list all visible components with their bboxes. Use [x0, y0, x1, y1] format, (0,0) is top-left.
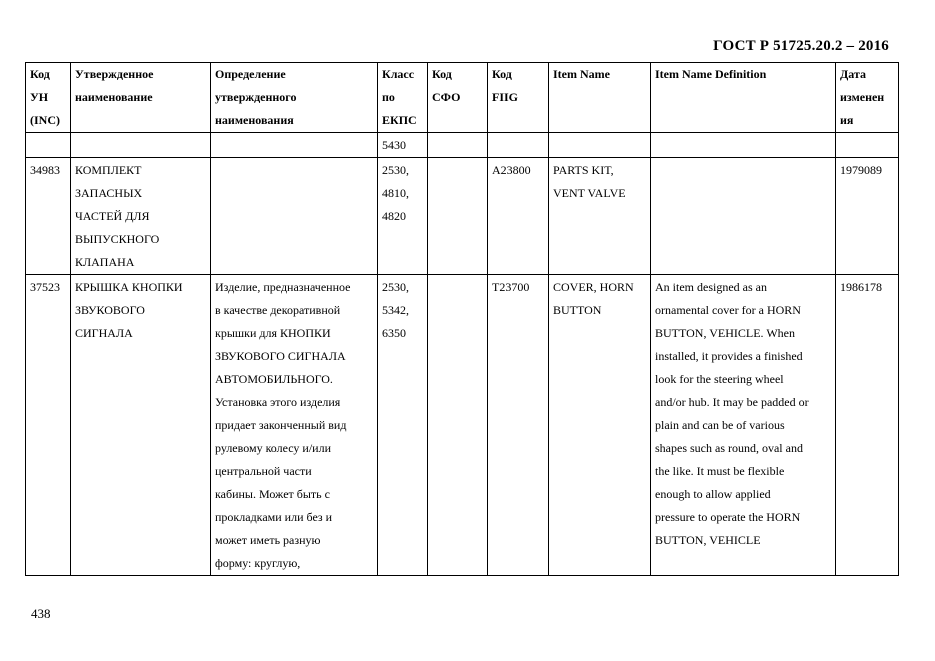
cell-fiig-code: T23700 [488, 275, 549, 576]
cell-name-definition [211, 133, 378, 158]
col-header-approved-name: Утвержденное наименование [71, 63, 211, 133]
cell-item-name [549, 133, 651, 158]
cell-approved-name [71, 133, 211, 158]
cell-name-definition: Изделие, предназначенное в качестве декоративной крышки для КНОПКИ ЗВУКОВОГО СИГНАЛА АВТОМОБИЛЬНОГО. Установка этого изделия придает законченный вид рулевому колесу и/или центральной части кабины. Может быть с прокладками или без и может иметь разную форму: круглую, [211, 275, 378, 576]
catalog-table [25, 62, 899, 576]
cell-change-date [836, 133, 899, 158]
col-header-ekps-class: Класс по ЕКПС [378, 63, 428, 133]
table-row [26, 275, 899, 576]
cell-item-name: COVER, HORN BUTTON [549, 275, 651, 576]
table-row [26, 133, 899, 158]
cell-approved-name: КРЫШКА КНОПКИ ЗВУКОВОГО СИГНАЛА [71, 275, 211, 576]
table-header-row [26, 63, 899, 133]
cell-inc-code: 37523 [26, 275, 71, 576]
cell-item-name-definition [651, 158, 836, 275]
cell-sfo-code [428, 158, 488, 275]
col-header-fiig-code: Код FIIG [488, 63, 549, 133]
cell-approved-name: КОМПЛЕКТ ЗАПАСНЫХ ЧАСТЕЙ ДЛЯ ВЫПУСКНОГО КЛАПАНА [71, 158, 211, 275]
col-header-name-definition: Определение утвержденного наименования [211, 63, 378, 133]
cell-name-definition [211, 158, 378, 275]
col-header-item-name-definition: Item Name Definition [651, 63, 836, 133]
col-header-sfo-code: Код СФО [428, 63, 488, 133]
cell-change-date: 1979089 [836, 158, 899, 275]
cell-item-name-definition: An item designed as an ornamental cover for a HORN BUTTON, VEHICLE. When installed, it provides a finished look for the steering wheel and/or hub. It may be padded or plain and can be of various shapes such as round, oval and the like. It must be flexible enough to allow applied pressure to operate the HORN BUTTON, VEHICLE [651, 275, 836, 576]
col-header-change-date: Дата изменен ия [836, 63, 899, 133]
cell-ekps-class: 5430 [378, 133, 428, 158]
cell-inc-code [26, 133, 71, 158]
page-number: 438 [31, 606, 51, 621]
cell-ekps-class: 2530, 5342, 6350 [378, 275, 428, 576]
cell-inc-code: 34983 [26, 158, 71, 275]
cell-item-name-definition [651, 133, 836, 158]
col-header-item-name: Item Name [549, 63, 651, 133]
cell-change-date: 1986178 [836, 275, 899, 576]
cell-item-name: PARTS KIT, VENT VALVE [549, 158, 651, 275]
cell-sfo-code [428, 133, 488, 158]
col-header-inc-code: Код УН (INC) [26, 63, 71, 133]
cell-fiig-code [488, 133, 549, 158]
cell-ekps-class: 2530, 4810, 4820 [378, 158, 428, 275]
document-standard-header: ГОСТ Р 51725.20.2 – 2016 [713, 38, 889, 54]
table-row [26, 158, 899, 275]
cell-fiig-code: A23800 [488, 158, 549, 275]
cell-sfo-code [428, 275, 488, 576]
